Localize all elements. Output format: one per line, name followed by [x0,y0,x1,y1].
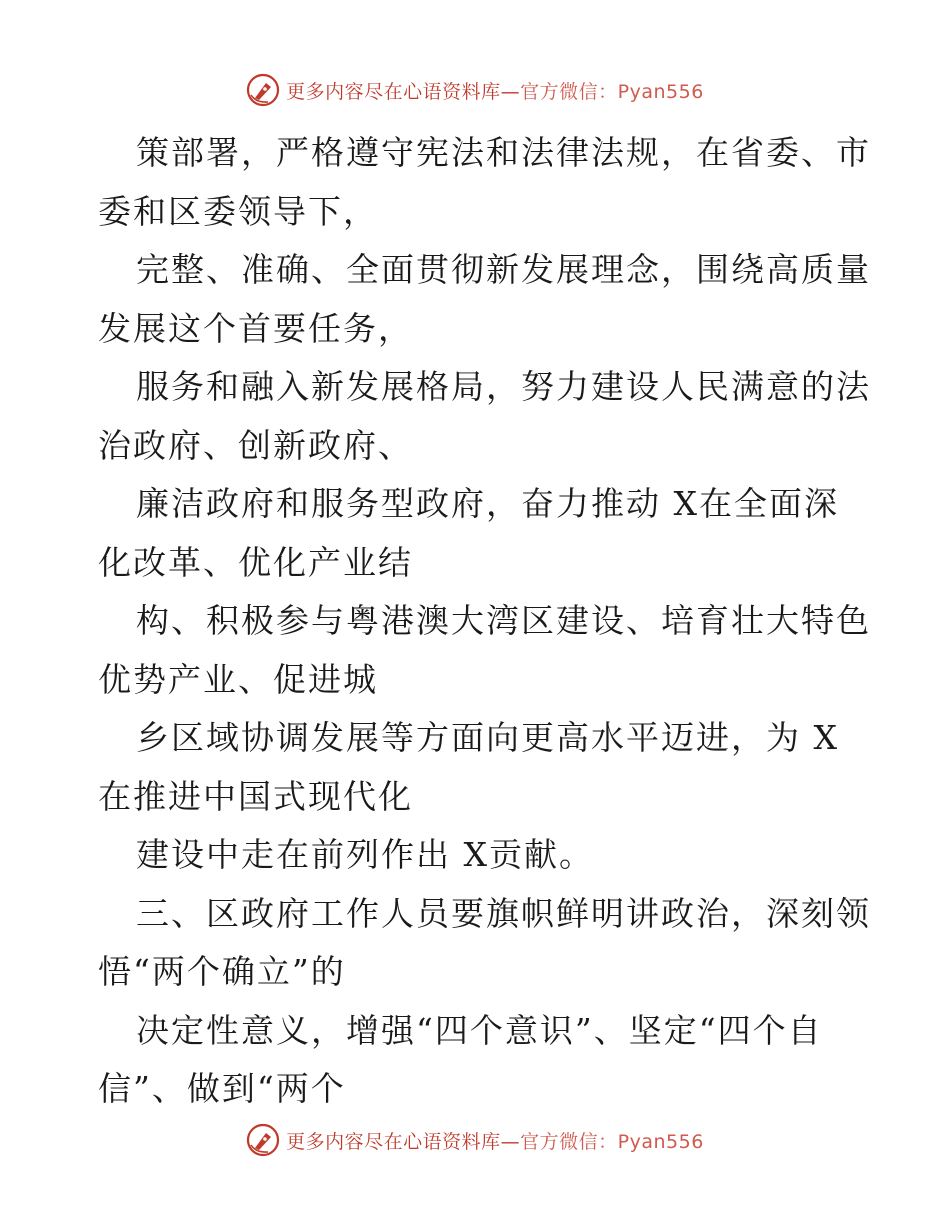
text-line: 在推进中国式现代化 [98,776,413,816]
text-line: 服务和融入新发展格局，努力建设人民满意的法 [136,367,871,406]
text-line: 策部署，严格遵守宪法和法律法规，在省委、市 [136,133,871,172]
text-line: 委和区委领导下， [98,191,378,231]
text-line: 廉洁政府和服务型政府，奋力推动 X在全面深 [136,484,839,523]
text-line: 建设中走在前列作出 X贡献。 [136,835,594,874]
pen-nib-circle-icon [246,1123,280,1157]
text-line: 优势产业、促进城 [98,659,378,699]
text-line: 发展这个首要任务， [98,308,413,348]
text-line: 乡区域协调发展等方面向更高水平迈进，为 X [136,718,839,757]
footer-banner-content [246,1123,704,1157]
header-banner-title: 更多内容尽在心语资料库— [286,80,521,103]
footer-banner-text [286,1127,704,1154]
header-banner-wechat: 官方微信：Pyan556 [520,80,704,103]
footer-banner-title: 更多内容尽在心语资料库— [286,1130,521,1153]
text-line: 完整、准确、全面贯彻新发展理念，围绕高质量 [136,250,871,289]
text-line: 决定性意义，增强“四个意识”、坚定“四个自 [136,1010,823,1050]
header-banner-content [246,73,704,107]
header-banner-text [286,77,704,104]
text-line: 信”、做到“两个 [98,1069,346,1108]
header-banner [0,70,950,110]
text-line: 构、积极参与粤港澳大湾区建设、培育壮大特色 [136,601,871,640]
document-body [98,124,871,1119]
footer-banner-wechat: 官方微信：Pyan556 [520,1130,704,1153]
text-line: 悟“两个确立”的 [98,952,346,991]
footer-banner [0,1120,950,1160]
pen-nib-circle-icon [246,73,280,107]
text-line: 治政府、创新政府、 [98,425,413,465]
text-line: 三、区政府工作人员要旗帜鲜明讲政治，深刻领 [136,893,871,933]
text-line: 化改革、优化产业结 [98,542,413,582]
